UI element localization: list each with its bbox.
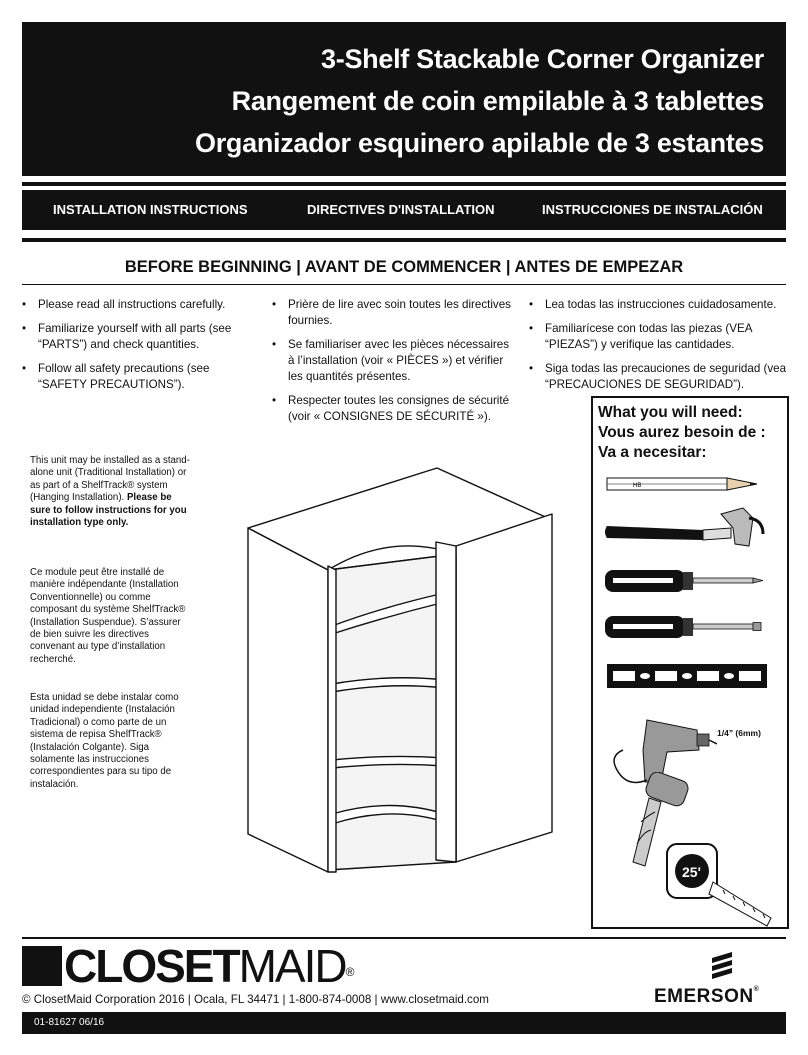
logo-maid: MAID: [238, 940, 346, 992]
tape-label: 25': [682, 864, 701, 880]
list-item: • Prière de lire avec soin toutes les directives fournies.: [270, 297, 515, 329]
emerson-registered: ®: [753, 986, 760, 993]
list-item: • Familiarícese con todas las piezas (VEA “PIEZAS”) y verifique las cantidades.: [527, 321, 787, 353]
installation-bar: [22, 190, 786, 230]
drill-bit-size: 1/4” (6mm): [717, 728, 761, 738]
divider: [22, 238, 786, 242]
emerson-logo: [654, 986, 759, 1008]
tools-title-es: Va a necesitar:: [598, 444, 707, 461]
tape-measure-icon: [663, 838, 783, 928]
logo-registered: ®: [345, 965, 355, 979]
list-item: • Please read all instructions carefully.: [20, 297, 250, 313]
before-list-en: [20, 297, 250, 401]
list-item: • Lea todas las instrucciones cuidadosamente.: [527, 297, 787, 313]
copyright-line: © ClosetMaid Corporation 2016 | Ocala, FL 34471 | 1-800-874-0008 | www.closetmaid.com: [22, 993, 489, 1006]
closetmaid-logo: [64, 938, 354, 994]
phillips-screwdriver-icon: [603, 566, 783, 596]
divider: [22, 182, 786, 186]
corner-organizer-illustration: [240, 462, 560, 882]
tools-title-en: What you will need:: [598, 404, 743, 421]
level-icon: [605, 662, 775, 692]
installation-note-en: [30, 455, 190, 529]
installation-label-es: INSTRUCCIONES DE INSTALACIÓN: [542, 202, 763, 217]
pencil-label: HB: [633, 483, 642, 489]
title-english: 3-Shelf Stackable Corner Organizer: [321, 44, 764, 74]
hammer-icon: [603, 504, 783, 554]
divider: [22, 284, 786, 285]
before-list-fr: [270, 297, 515, 433]
emerson-wordmark: EMERSON: [654, 986, 754, 1007]
list-item: • Se familiariser avec les pièces nécessaires à l’installation (voir « PIÈCES ») et vérifier les quantités présentes.: [270, 337, 515, 385]
title-block: [22, 22, 786, 176]
title-french: Rangement de coin empilable à 3 tablettes: [231, 86, 764, 116]
tools-title-fr: Vous aurez besoin de :: [598, 424, 766, 441]
list-item: • Siga todas las precauciones de seguridad (vea “PRECAUCIONES DE SEGURIDAD”).: [527, 361, 787, 393]
note-emphasis: Please be sure to follow instructions for you installation type only.: [30, 492, 187, 529]
list-item: • Respecter toutes les consignes de sécurité (voir « CONSIGNES DE SÉCURITÉ »).: [270, 393, 515, 425]
closetmaid-logo-mark: [22, 946, 62, 986]
installation-note-fr: Ce module peut être installé de manière indépendante (Installation Conventionnelle) ou comme composant du système ShelfTrack® (Installation Suspendue). S’assurer de bien suivre les directives convenant au type d’installation recherché.: [30, 567, 186, 665]
tools-needed-box: [591, 396, 789, 929]
before-beginning-heading: BEFORE BEGINNING | AVANT DE COMMENCER | ANTES DE EMPEZAR: [124, 258, 684, 276]
installation-label-fr: DIRECTIVES D'INSTALLATION: [307, 202, 495, 217]
title-spanish: Organizador esquinero apilable de 3 estantes: [195, 128, 764, 158]
installation-note-es: Esta unidad se debe instalar como unidad independiente (Instalación Tradicional) o como parte de un sistema de repisa ShelfTrack® (Instalación Colgante). Siga solamente las instrucciones correspondientes para su tipo de instalación.: [30, 692, 179, 790]
note-text: This unit may be installed as a stand-alone unit (Traditional Installation) or as part of a ShelfTrack® system (Hanging Installation).: [30, 455, 190, 504]
flathead-screwdriver-icon: [603, 612, 783, 642]
logo-closet: CLOSET: [64, 940, 239, 992]
list-item: • Familiarize yourself with all parts (see “PARTS”) and check quantities.: [20, 321, 250, 353]
part-number: 01-81627 06/16: [34, 1017, 105, 1028]
list-item: • Follow all safety precautions (see “SAFETY PRECAUTIONS”).: [20, 361, 250, 393]
before-list-es: [527, 297, 787, 401]
emerson-logo-icon: [708, 948, 736, 982]
pencil-icon: [605, 474, 765, 494]
footer-bar: [22, 1012, 786, 1034]
installation-label-en: INSTALLATION INSTRUCTIONS: [53, 202, 248, 217]
